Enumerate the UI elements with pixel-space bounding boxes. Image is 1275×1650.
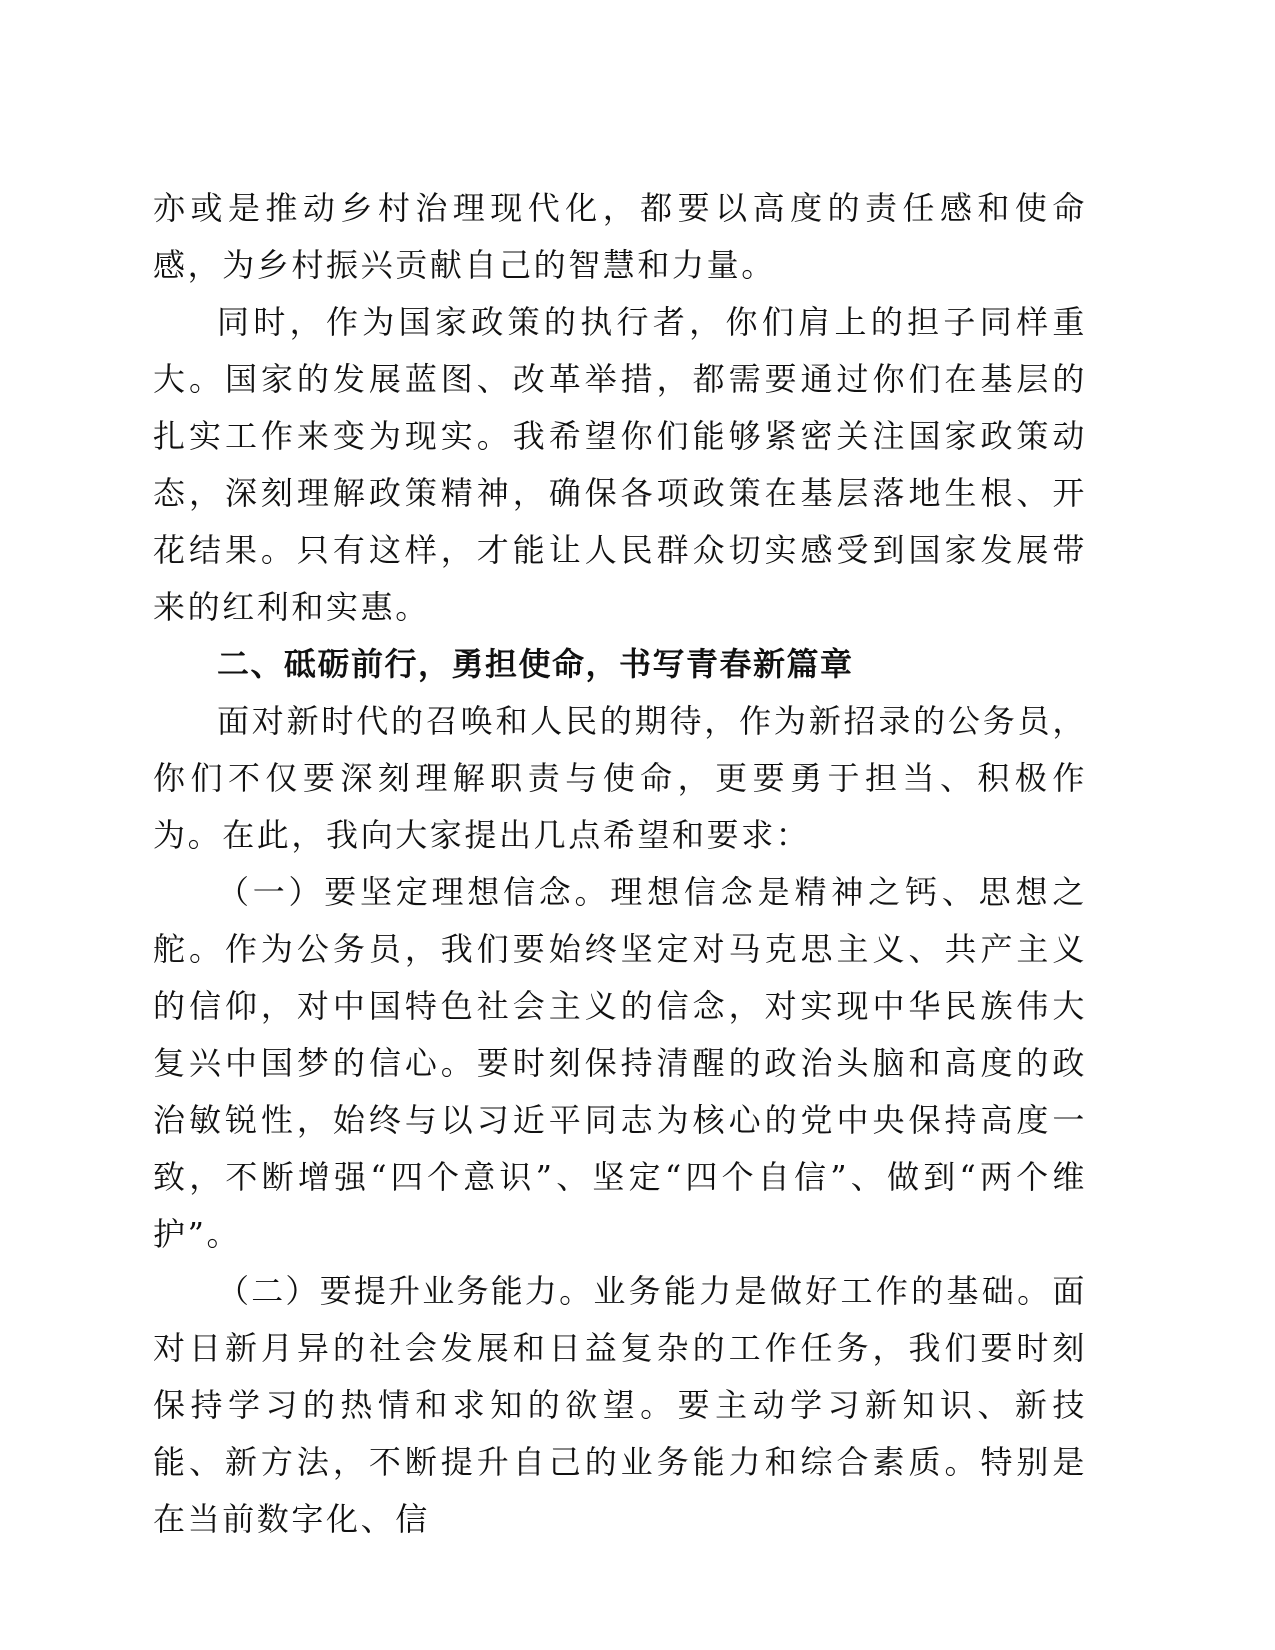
point-one-lead: （一）要坚定理想信念。 [217, 873, 611, 911]
paragraph-continuation: 亦或是推动乡村治理现代化，都要以高度的责任感和使命感，为乡村振兴贡献自己的智慧和力量。 [153, 189, 1087, 284]
section-heading: 二、砥砺前行，勇担使命，书写青春新篇章 [217, 645, 854, 683]
paragraph-expectations: 面对新时代的召唤和人民的期待，作为新招录的公务员，你们不仅要深刻理解职责与使命，更要勇于担当、积极作为。在此，我向大家提出几点希望和要求： [153, 702, 1087, 854]
point-two-lead: （二）要提升业务能力。 [217, 1272, 594, 1310]
paragraph-point-one [153, 864, 1087, 1263]
paragraph-policy-executor: 同时，作为国家政策的执行者，你们肩上的担子同样重大。国家的发展蓝图、改革举措，都需要通过你们在基层的扎实工作来变为现实。我希望你们能够紧密关注国家政策动态，深刻理解政策精神，确保各项政策在基层落地生根、开花结果。只有这样，才能让人民群众切实感受到国家发展带来的红利和实惠。 [153, 303, 1087, 626]
paragraph-point-two [153, 1263, 1087, 1548]
body-text [153, 180, 1087, 1548]
point-two-text: 业务能力是做好工作的基础。面对日新月异的社会发展和日益复杂的工作任务，我们要时刻保持学习的热情和求知的欲望。要主动学习新知识、新技能、新方法，不断提升自己的业务能力和综合素质。特别是在当前数字化、信 [153, 1272, 1087, 1538]
point-one-text: 理想信念是精神之钙、思想之舵。作为公务员，我们要始终坚定对马克思主义、共产主义的信仰，对中国特色社会主义的信念，对实现中华民族伟大复兴中国梦的信心。要时刻保持清醒的政治头脑和高度的政治敏锐性，始终与以习近平同志为核心的党中央保持高度一致，不断增强“四个意识”、坚定“四个自信”、做到“两个维护”。 [153, 873, 1087, 1253]
